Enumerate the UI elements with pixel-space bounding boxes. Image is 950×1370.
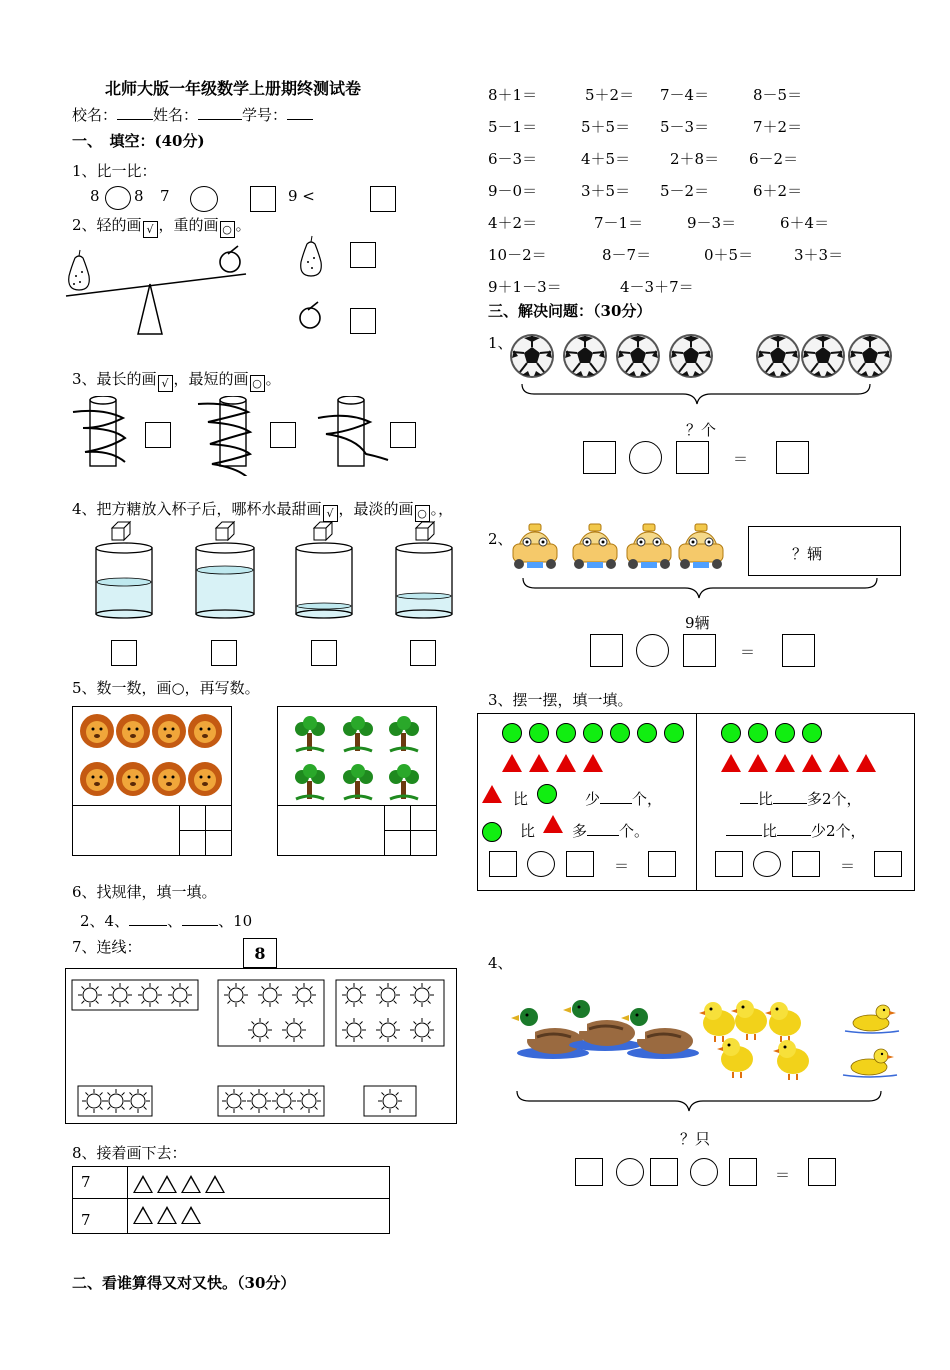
calc-item[interactable]: 8－5＝ bbox=[753, 86, 803, 104]
page-title: 北师大版一年级数学上册期终测试卷 bbox=[105, 79, 362, 98]
p3-left-op-circle[interactable] bbox=[527, 851, 555, 877]
green-circle bbox=[529, 723, 549, 743]
red-triangle bbox=[482, 785, 502, 803]
p4-question: ？只 bbox=[680, 1130, 711, 1148]
q1-num-c: 7 bbox=[160, 187, 170, 205]
q3-label: 3、最长的画 √ ，最短的画 ○ 。 bbox=[72, 370, 281, 390]
triangle-outline-icon bbox=[157, 1206, 177, 1224]
q6-sequence: 2、4、 、 、10 bbox=[80, 912, 253, 930]
p3-right-blank-3[interactable] bbox=[726, 835, 762, 836]
calc-item[interactable]: 5＋5＝ bbox=[581, 118, 631, 136]
p3-left-t1: 比 bbox=[513, 790, 529, 808]
p2-equals: ＝ bbox=[740, 643, 756, 661]
calc-item[interactable]: 2＋8＝ bbox=[670, 150, 720, 168]
p3-right-box-2[interactable] bbox=[792, 851, 820, 877]
p3-right-equals: ＝ bbox=[840, 857, 856, 875]
q8-row1-number: 7 bbox=[81, 1173, 91, 1191]
green-circle bbox=[664, 723, 684, 743]
red-triangle bbox=[529, 754, 549, 772]
calc-item[interactable]: 4＋5＝ bbox=[581, 150, 631, 168]
sugar-cups-illustration bbox=[86, 520, 476, 620]
school-label: 校名： bbox=[72, 106, 118, 124]
p2-brace bbox=[523, 578, 877, 598]
q2-answer-box-apple[interactable] bbox=[350, 308, 376, 334]
calc-item[interactable]: 5－1＝ bbox=[488, 118, 538, 136]
circle-mark-box: ○ bbox=[415, 505, 430, 522]
p3-left-box-1[interactable] bbox=[489, 851, 517, 877]
apple-icon bbox=[220, 246, 240, 272]
cup-2 bbox=[196, 522, 254, 618]
p3-left-line1: 少 个， bbox=[585, 790, 663, 808]
calc-item[interactable]: 7＋2＝ bbox=[753, 118, 803, 136]
q7-sun-groups bbox=[65, 968, 457, 1124]
calc-item[interactable]: 8－7＝ bbox=[602, 246, 652, 264]
p3-right-op-circle[interactable] bbox=[753, 851, 781, 877]
circle-mark-box: ○ bbox=[250, 375, 265, 392]
pear-icon bbox=[69, 250, 90, 290]
check-mark-box: √ bbox=[143, 221, 158, 238]
p3-label: 3、摆一摆，填一填。 bbox=[488, 691, 633, 709]
cup-3 bbox=[296, 522, 352, 618]
p1-op-circle[interactable] bbox=[629, 441, 662, 474]
calc-item[interactable]: 6＋2＝ bbox=[753, 182, 803, 200]
red-triangle bbox=[748, 754, 768, 772]
calc-item[interactable]: 4＋2＝ bbox=[488, 214, 538, 232]
p2-box-1[interactable] bbox=[590, 634, 623, 667]
rope-cylinder-3 bbox=[318, 396, 388, 466]
calc-item[interactable]: 0＋5＝ bbox=[704, 246, 754, 264]
calc-item[interactable]: 6＋4＝ bbox=[780, 214, 830, 232]
q3-answer-box-2[interactable] bbox=[270, 422, 296, 448]
apple-icon-2 bbox=[300, 302, 320, 328]
p1-box-2[interactable] bbox=[676, 441, 709, 474]
calc-item[interactable]: 6－3＝ bbox=[488, 150, 538, 168]
q7-label: 7、连线： bbox=[72, 938, 142, 956]
q4-label: 4、把方糖放入杯子后，哪杯水最甜画 √ ，最淡的画 ○ 。， bbox=[72, 500, 454, 520]
green-circle bbox=[775, 723, 795, 743]
calc-item[interactable]: 9－3＝ bbox=[687, 214, 737, 232]
school-blank[interactable] bbox=[117, 119, 153, 120]
calc-item[interactable]: 10－2＝ bbox=[488, 246, 547, 264]
name-blank[interactable] bbox=[198, 119, 242, 120]
rope-cylinder-1 bbox=[73, 396, 125, 466]
p1-box-result[interactable] bbox=[776, 441, 809, 474]
q6-blank-1[interactable] bbox=[129, 925, 167, 926]
calc-item[interactable]: 6－2＝ bbox=[749, 150, 799, 168]
q3-answer-box-3[interactable] bbox=[390, 422, 416, 448]
p3-left-t4: 比 bbox=[520, 822, 536, 840]
green-circle bbox=[610, 723, 630, 743]
p3-right-line2: 比 少2个， bbox=[726, 820, 866, 841]
red-triangle bbox=[583, 754, 603, 772]
q4-answer-box-4[interactable] bbox=[410, 640, 436, 666]
green-circle bbox=[556, 723, 576, 743]
red-triangle bbox=[802, 754, 822, 772]
red-triangle bbox=[502, 754, 522, 772]
p3-left-line2: 多 个。 bbox=[572, 822, 650, 840]
p1-brace bbox=[522, 384, 870, 404]
p3-right-box-1[interactable] bbox=[715, 851, 743, 877]
q2-label: 2、轻的画 √ ，重的画 ○ 。 bbox=[72, 216, 251, 236]
q5-lion-panel bbox=[72, 706, 232, 856]
id-blank[interactable] bbox=[287, 119, 313, 120]
q5-label: 5、数一数，画○，再写数。 bbox=[72, 679, 260, 697]
circle-mark-box: ○ bbox=[220, 221, 235, 238]
p3-left-box-2[interactable] bbox=[566, 851, 594, 877]
q1-label: 1、比一比： bbox=[72, 162, 157, 180]
lions-group bbox=[77, 709, 227, 805]
p2-box-result[interactable] bbox=[782, 634, 815, 667]
p1-equals: ＝ bbox=[733, 450, 749, 468]
q2-answer-box-pear[interactable] bbox=[350, 242, 376, 268]
green-circle bbox=[482, 822, 502, 842]
p4-birds bbox=[505, 995, 905, 1125]
green-circle bbox=[637, 723, 657, 743]
p2-box-text: ？辆 bbox=[792, 545, 823, 563]
calc-item[interactable]: 7－1＝ bbox=[594, 214, 644, 232]
calc-item[interactable]: 3＋3＝ bbox=[794, 246, 844, 264]
green-circle bbox=[721, 723, 741, 743]
p2-op-circle[interactable] bbox=[636, 634, 669, 667]
p1-soccer-balls bbox=[500, 330, 900, 430]
calc-item[interactable]: 5－2＝ bbox=[660, 182, 710, 200]
p2-box-2[interactable] bbox=[683, 634, 716, 667]
q4-answer-box-1[interactable] bbox=[111, 640, 137, 666]
triangle-outline-icon bbox=[133, 1175, 153, 1193]
p4-box-1[interactable] bbox=[575, 1158, 603, 1186]
section-3-title: 三、解决问题：（30分） bbox=[488, 302, 652, 320]
p1-question: ？个 bbox=[686, 421, 717, 439]
check-mark-box: √ bbox=[158, 375, 173, 392]
q4-answer-box-3[interactable] bbox=[311, 640, 337, 666]
cup-1 bbox=[96, 522, 152, 618]
q1-num-b: 8 bbox=[134, 187, 144, 205]
q8-table bbox=[72, 1166, 390, 1234]
section-2-title: 二、看谁算得又对又快。（30分） bbox=[72, 1274, 296, 1292]
scale-beam bbox=[66, 274, 246, 296]
q1-compare-circle-2[interactable] bbox=[190, 186, 218, 212]
red-triangle bbox=[543, 815, 563, 833]
cup-4 bbox=[396, 522, 452, 618]
p1-box-1[interactable] bbox=[583, 441, 616, 474]
pear-icon-2 bbox=[301, 236, 322, 276]
q8-row1-triangles[interactable] bbox=[133, 1175, 229, 1197]
green-circle bbox=[583, 723, 603, 743]
calc-item[interactable]: 9＋1－3＝ bbox=[488, 278, 562, 296]
calc-item[interactable]: 9－0＝ bbox=[488, 182, 538, 200]
q1-compare-circle-1[interactable] bbox=[105, 186, 131, 210]
green-circle bbox=[537, 784, 557, 804]
p4-box-result[interactable] bbox=[808, 1158, 836, 1186]
p3-left-blank-2[interactable] bbox=[587, 835, 619, 836]
p3-left-box-result[interactable] bbox=[648, 851, 676, 877]
calc-item[interactable]: 3＋5＝ bbox=[581, 182, 631, 200]
p4-box-2[interactable] bbox=[650, 1158, 678, 1186]
triangle-outline-icon bbox=[205, 1175, 225, 1193]
p3-right-blank-2[interactable] bbox=[773, 803, 807, 804]
green-circle bbox=[802, 723, 822, 743]
green-circle bbox=[502, 723, 522, 743]
id-label: 学号： bbox=[242, 106, 288, 124]
p1-label: 1、 bbox=[488, 334, 513, 352]
calc-item[interactable]: 8＋1＝ bbox=[488, 86, 538, 104]
p4-brace bbox=[517, 1091, 881, 1111]
p4-op-circle-2[interactable] bbox=[690, 1158, 718, 1186]
q1-num-d: 9 < bbox=[288, 187, 315, 205]
q8-label: 8、接着画下去： bbox=[72, 1144, 187, 1162]
p3-right-box-result[interactable] bbox=[874, 851, 902, 877]
calc-item[interactable]: 7－4＝ bbox=[660, 86, 710, 104]
red-triangle bbox=[856, 754, 876, 772]
p2-total: 9辆 bbox=[685, 614, 710, 632]
q1-num-a: 8 bbox=[90, 187, 100, 205]
p4-equals: ＝ bbox=[775, 1166, 791, 1184]
p3-right-blank-4[interactable] bbox=[777, 835, 811, 836]
q5-tree-panel bbox=[277, 706, 437, 856]
name-label: 姓名： bbox=[153, 106, 199, 124]
p2-label: 2、 bbox=[488, 530, 513, 548]
q4-answer-box-2[interactable] bbox=[211, 640, 237, 666]
p3-right-blank-1[interactable] bbox=[740, 803, 758, 804]
p3-left-equals: ＝ bbox=[614, 857, 630, 875]
q3-answer-box-1[interactable] bbox=[145, 422, 171, 448]
triangle-outline-icon bbox=[181, 1206, 201, 1224]
triangle-outline-icon bbox=[157, 1175, 177, 1193]
section-1-title: 一、 填空：(40分) bbox=[72, 132, 205, 150]
p4-op-circle-1[interactable] bbox=[616, 1158, 644, 1186]
q8-row2-number: 7 bbox=[81, 1211, 91, 1229]
calc-item[interactable]: 5＋2＝ bbox=[585, 86, 635, 104]
q6-label: 6、找规律，填一填。 bbox=[72, 883, 217, 901]
p3-right-line1: 比 多2个， bbox=[740, 788, 862, 809]
scale-fulcrum bbox=[138, 284, 162, 334]
calc-item[interactable]: 4－3＋7＝ bbox=[620, 278, 694, 296]
q7-number-box: 8 bbox=[243, 938, 277, 968]
p2-unknown-box bbox=[748, 526, 901, 576]
triangle-outline-icon bbox=[181, 1175, 201, 1193]
green-circle bbox=[748, 723, 768, 743]
check-mark-box: √ bbox=[323, 505, 338, 522]
q1-answer-box-1[interactable] bbox=[250, 186, 276, 212]
red-triangle bbox=[721, 754, 741, 772]
rope-cylinder-2 bbox=[198, 396, 268, 476]
p4-box-3[interactable] bbox=[729, 1158, 757, 1186]
red-triangle bbox=[775, 754, 795, 772]
student-info-line bbox=[72, 104, 313, 125]
balance-scale-illustration bbox=[60, 232, 390, 342]
q8-row2-triangles[interactable] bbox=[133, 1206, 205, 1228]
red-triangle bbox=[556, 754, 576, 772]
p3-left-blank-1[interactable] bbox=[600, 803, 632, 804]
trees-group bbox=[282, 709, 432, 805]
red-triangle bbox=[829, 754, 849, 772]
q6-blank-2[interactable] bbox=[182, 925, 218, 926]
p4-label: 4、 bbox=[488, 954, 513, 972]
rope-cylinders-illustration bbox=[68, 396, 428, 476]
triangle-outline-icon bbox=[133, 1206, 153, 1224]
calc-item[interactable]: 5－3＝ bbox=[660, 118, 710, 136]
q1-answer-box-2[interactable] bbox=[370, 186, 396, 212]
